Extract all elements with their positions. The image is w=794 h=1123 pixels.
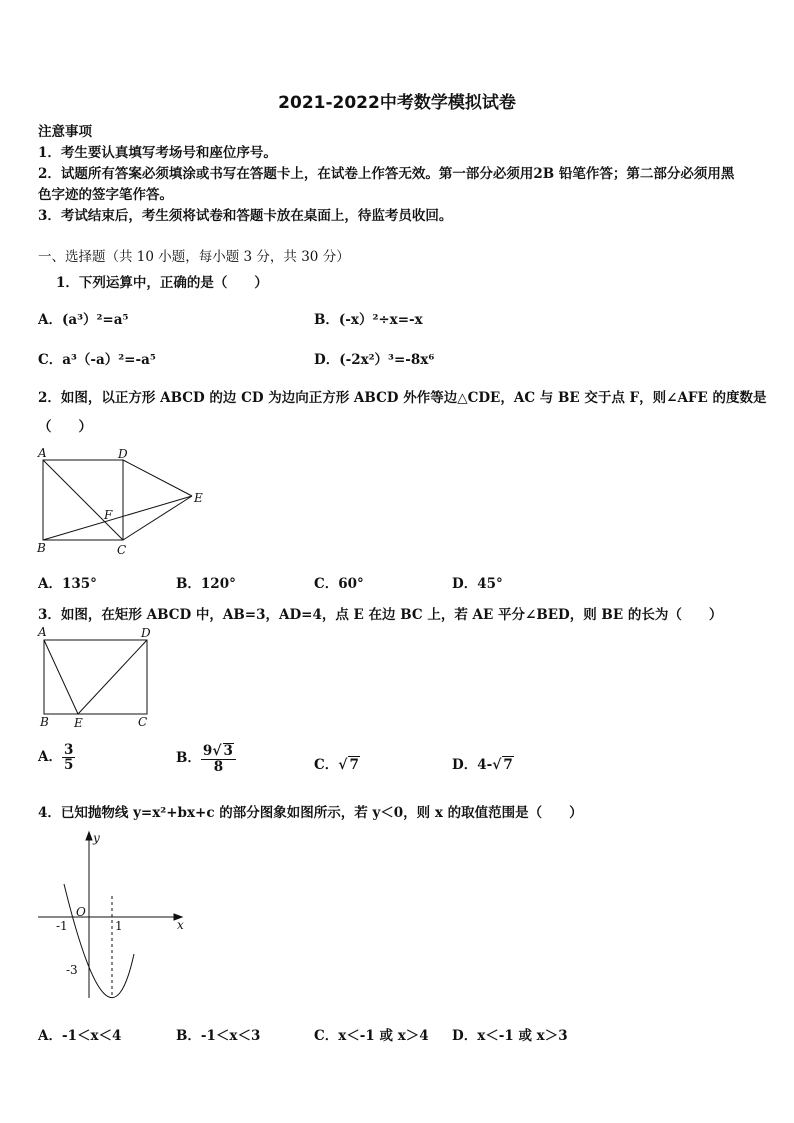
q3-option-d: D．4-√ 7 (452, 757, 513, 773)
q4-label-neg1: -1 (56, 919, 68, 933)
q1-option-d: D．(-2x²）³=-8x⁶ (314, 352, 435, 368)
q4-stem: 4．已知抛物线 y=x²+bx+c 的部分图象如图所示，若 y＜0，则 x 的取值范围是（ ） (38, 805, 583, 821)
q2-label-e: E (194, 491, 203, 505)
q2-paren: （ ） (38, 419, 92, 435)
q2-option-c: C．60° (314, 576, 364, 592)
q2-line-de (123, 460, 192, 496)
q3-stem: 3．如图，在矩形 ABCD 中，AB=3，AD=4，点 E 在边 BC 上，若 AE 平分∠BED，则 BE 的长为（ ） (38, 607, 723, 623)
q2-option-d: D．45° (452, 576, 503, 592)
q3-option-a: A． $\frac{3}{5}$ (38, 742, 74, 774)
q2-label-b: B (37, 541, 46, 555)
q4-label-origin: O (76, 905, 86, 919)
q4-label-x: x (177, 918, 184, 932)
q3-label-b: B (40, 715, 49, 729)
notice-item-3: 3．考试结束后，考生须将试卷和答题卡放在桌面上，待监考员收回。 (38, 208, 453, 224)
q3-label-a: A (38, 625, 47, 639)
q2-stem: 2．如图，以正方形 ABCD 的边 CD 为边向正方形 ABCD 外作等边△CDE，AC 与 BE 交于点 F，则∠AFE 的度数是 (38, 390, 767, 406)
q4-parabola (64, 884, 134, 998)
section-heading: 一、选择题（共 10 小题，每小题 3 分，共 30 分） (38, 249, 350, 265)
q1-option-a: A．(a³）²=a⁵ (38, 312, 129, 328)
q2-option-a: A．135° (38, 576, 97, 592)
q2-figure (34, 446, 214, 558)
q3-line-ed (78, 640, 147, 714)
q3-option-c: C．√ 7 (314, 757, 359, 773)
q4-option-a: A．-1＜x＜4 (38, 1028, 122, 1044)
q4-option-c: C．x＜-1 或 x＞4 (314, 1028, 429, 1044)
notice-item-2-cont: 色字迹的签字笔作答。 (38, 187, 173, 203)
q4-figure (34, 828, 194, 1006)
q3-figure (34, 624, 156, 730)
q1-stem: 1．下列运算中，正确的是（ ） (56, 275, 268, 291)
q4-label-neg3: -3 (66, 963, 78, 977)
q3-line-ae (44, 640, 78, 714)
q3-label-d: D (141, 626, 151, 640)
q3-rectangle (44, 640, 147, 714)
page-title: 2021-2022中考数学模拟试卷 (278, 93, 516, 113)
q4-label-1: 1 (115, 919, 123, 933)
q2-option-b: B．120° (176, 576, 236, 592)
q4-option-d: D．x＜-1 或 x＞3 (452, 1028, 568, 1044)
q3-option-a-fraction: $\frac{3}{5}$ (63, 742, 74, 774)
notice-heading: 注意事项 (38, 124, 92, 140)
q1-option-c: C．a³（-a）²=-a⁵ (38, 352, 156, 368)
q3-label-c: C (138, 715, 148, 729)
notice-item-1: 1．考生要认真填写考场号和座位序号。 (38, 145, 277, 161)
notice-item-2: 2．试题所有答案必须填涂或书写在答题卡上，在试卷上作答无效。第一部分必须用2B 铅笔作答；第二部分必须用黑 (38, 166, 735, 182)
q4-label-y: y (93, 831, 100, 845)
q4-y-arrow (86, 832, 92, 840)
q2-line-ce (123, 496, 192, 540)
q3-label-e: E (74, 716, 83, 730)
q2-label-a: A (38, 446, 47, 460)
q3-option-b-fraction: $\frac{9√ 3}{8}$ (201, 743, 236, 774)
q3-option-b: B． $\frac{9√ 3}{8}$ (176, 743, 236, 774)
q2-label-c: C (117, 543, 127, 557)
q1-option-b: B．(-x）²÷x=-x (314, 312, 423, 328)
q4-option-b: B．-1＜x＜3 (176, 1028, 261, 1044)
q2-line-be (43, 496, 192, 540)
q2-label-f: F (104, 508, 113, 522)
q2-label-d: D (118, 447, 128, 461)
